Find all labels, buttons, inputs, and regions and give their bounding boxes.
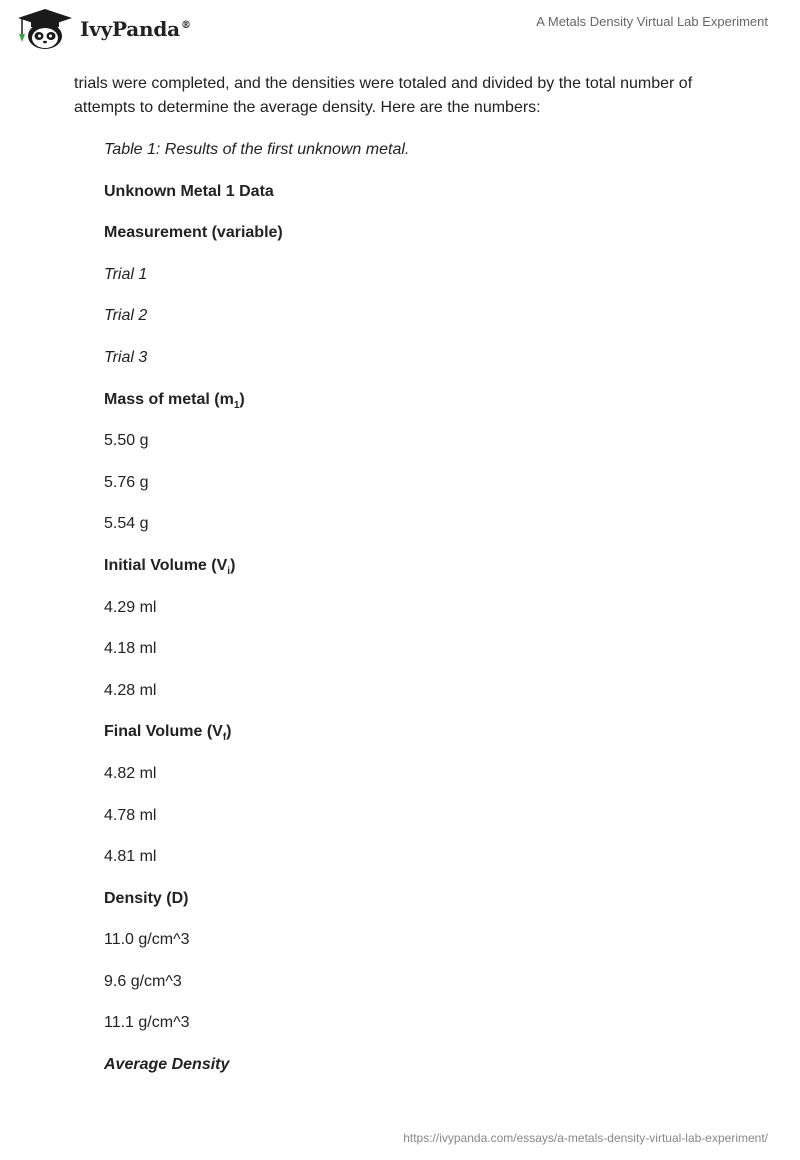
density-label: Density (D) [104,889,189,907]
table-cell: 5.50 g [104,432,149,450]
table-cell: 11.0 g/cm^3 [104,931,190,949]
table-title: Unknown Metal 1 Data [104,182,274,200]
panda-graduate-icon [16,8,74,50]
table-cell: 4.81 ml [104,848,157,866]
table-cell: 9.6 g/cm^3 [104,972,182,990]
final-volume-label [104,720,724,762]
initial-volume-label-close: ) [230,556,236,574]
final-volume-label-close: ) [226,723,232,741]
mass-label-close: ) [239,390,245,408]
mass-label [104,388,724,430]
table-cell: 11.1 g/cm^3 [104,1014,190,1032]
table-cell: 4.28 ml [104,681,157,699]
final-volume-label-text: Final Volume (V [104,723,223,741]
table-caption: Table 1: Results of the first unknown metal. [104,141,410,158]
source-url[interactable]: https://ivypanda.com/essays/a-metals-density-virtual-lab-experiment/ [403,1131,768,1145]
trial-header: Trial 2 [104,307,148,325]
final-volume-label-sub: f [222,732,227,744]
ivypanda-logo[interactable] [16,8,191,50]
table-cell: 4.78 ml [104,806,157,824]
table-cell: 4.18 ml [104,640,157,658]
trial-header: Trial 1 [104,265,148,283]
intro-text: trials were completed, and the densities were totaled and divided by the total number of attempts to determine the average density. Here are the numbers: [74,75,693,116]
mass-label-sub: 1 [233,399,240,411]
table-cell: 5.54 g [104,515,149,533]
brand-name [80,17,191,41]
page-header [0,0,800,70]
table-cell: 4.29 ml [104,598,157,616]
initial-volume-label [104,554,724,596]
trial-header: Trial 3 [104,348,148,366]
intro-paragraph [74,72,754,120]
table-cell: 5.76 g [104,473,149,491]
table-cell: 4.82 ml [104,764,157,782]
initial-volume-label-sub: i [227,566,231,578]
data-table [104,138,724,1095]
registered-mark: ® [180,20,191,32]
brand-text: IvyPanda [80,17,180,41]
initial-volume-label-text: Initial Volume (V [104,556,228,574]
mass-label-text: Mass of metal (m [104,390,234,408]
document-title: A Metals Density Virtual Lab Experiment [536,14,768,29]
measurement-header: Measurement (variable) [104,224,283,242]
average-density-label: Average Density [104,1056,230,1074]
